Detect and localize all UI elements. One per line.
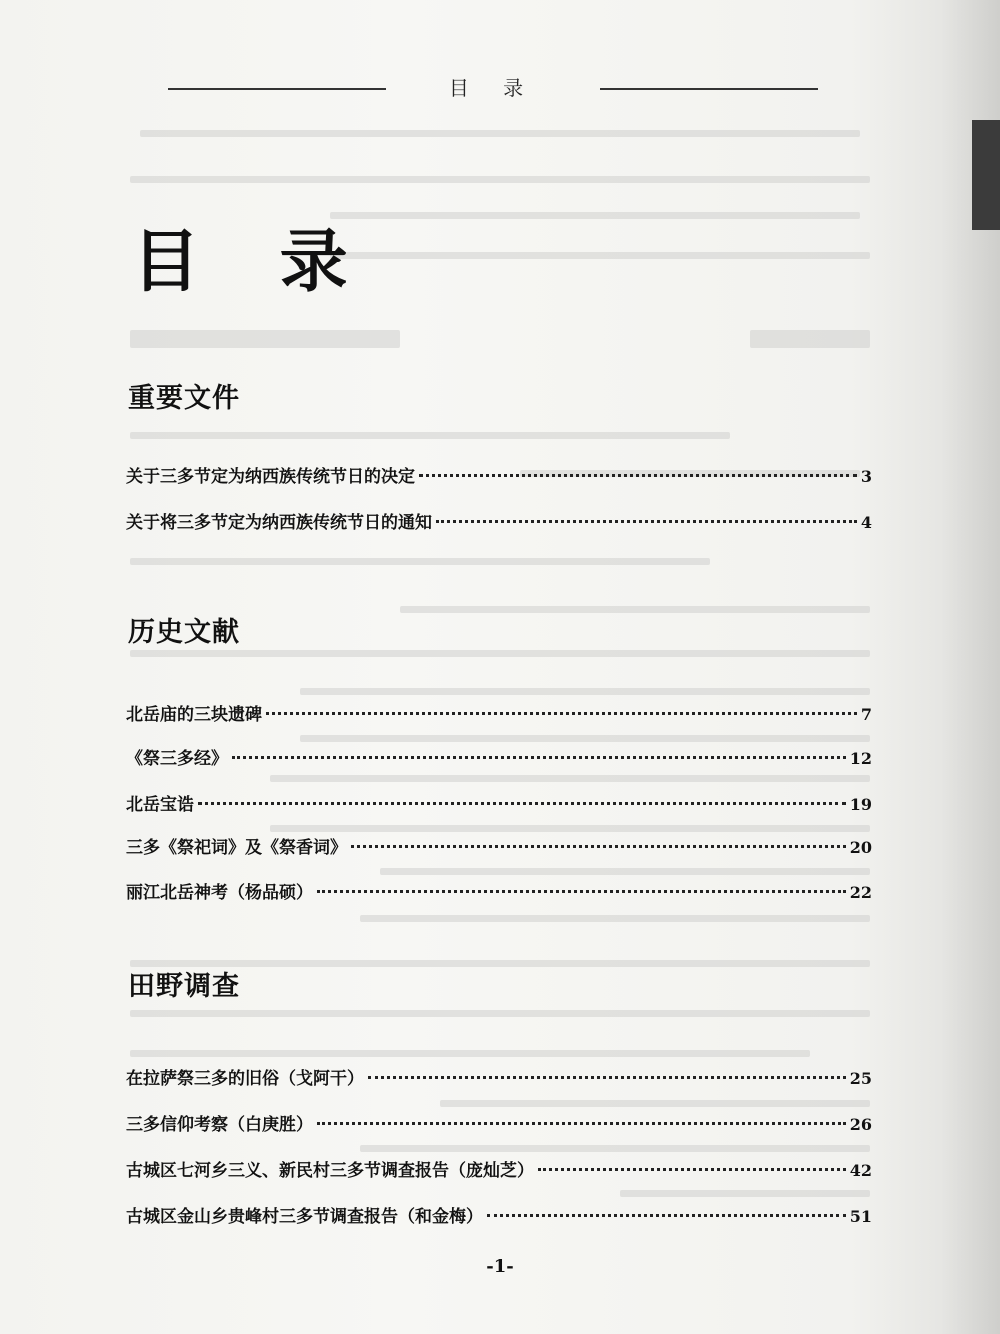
toc-entry[interactable] [126, 1156, 872, 1186]
toc-entry-title: 《祭三多经》 [126, 749, 228, 769]
toc-entry-title: 关于将三多节定为纳西族传统节日的通知 [126, 513, 432, 533]
running-header [168, 70, 818, 110]
dot-leader [436, 520, 857, 523]
dot-leader [317, 1122, 846, 1125]
dot-leader [198, 802, 846, 805]
toc-entry[interactable] [126, 744, 872, 774]
toc-entry-title: 北岳宝诰 [126, 795, 194, 815]
toc-entry[interactable] [126, 1064, 872, 1094]
toc-entry[interactable] [126, 1202, 872, 1232]
section-heading: 重要文件 [128, 383, 240, 414]
header-rule-right [600, 88, 818, 90]
toc-entry[interactable] [126, 833, 872, 863]
dot-leader [351, 845, 846, 848]
toc-entry-title: 丽江北岳神考（杨品硕） [126, 883, 313, 903]
toc-entry-page: 19 [849, 795, 872, 814]
toc-entry-title: 在拉萨祭三多的旧俗（戈阿干） [126, 1069, 364, 1089]
dot-leader [266, 712, 857, 715]
toc-entry[interactable] [126, 1110, 872, 1140]
dot-leader [538, 1168, 846, 1171]
page-title: 目 录 [132, 222, 376, 302]
toc-entry[interactable] [126, 700, 872, 730]
toc-entry-page: 22 [849, 883, 872, 902]
toc-entry[interactable] [126, 790, 872, 820]
toc-entry[interactable] [126, 462, 872, 492]
section-heading: 田野调查 [128, 971, 240, 1002]
toc-entry-page: 26 [849, 1115, 872, 1134]
toc-entry-title: 三多信仰考察（白庚胜） [126, 1115, 313, 1135]
toc-entry-page: 3 [860, 467, 872, 486]
dot-leader [232, 756, 846, 759]
toc-entry[interactable] [126, 508, 872, 538]
toc-entry-title: 北岳庙的三块遗碑 [126, 705, 262, 725]
toc-entry-page: 4 [860, 513, 872, 532]
section-heading: 历史文献 [128, 617, 240, 648]
dot-leader [487, 1214, 846, 1217]
toc-entry-page: 7 [860, 705, 872, 724]
running-title: 目 录 [448, 76, 538, 100]
toc-entry[interactable] [126, 878, 872, 908]
toc-entry-title: 关于三多节定为纳西族传统节日的决定 [126, 467, 415, 487]
toc-entry-page: 12 [849, 749, 872, 768]
dot-leader [368, 1076, 846, 1079]
toc-entry-title: 古城区七河乡三义、新民村三多节调查报告（庞灿芝） [126, 1161, 534, 1181]
toc-entry-page: 25 [849, 1069, 872, 1088]
dot-leader [317, 890, 846, 893]
toc-entry-page: 51 [849, 1207, 872, 1226]
toc-entry-page: 42 [849, 1161, 872, 1180]
toc-entry-title: 三多《祭祀词》及《祭香词》 [126, 838, 347, 858]
toc-entry-title: 古城区金山乡贵峰村三多节调查报告（和金梅） [126, 1207, 483, 1227]
toc-entry-page: 20 [849, 838, 872, 857]
page-number: -1- [486, 1256, 514, 1277]
dot-leader [419, 474, 857, 477]
